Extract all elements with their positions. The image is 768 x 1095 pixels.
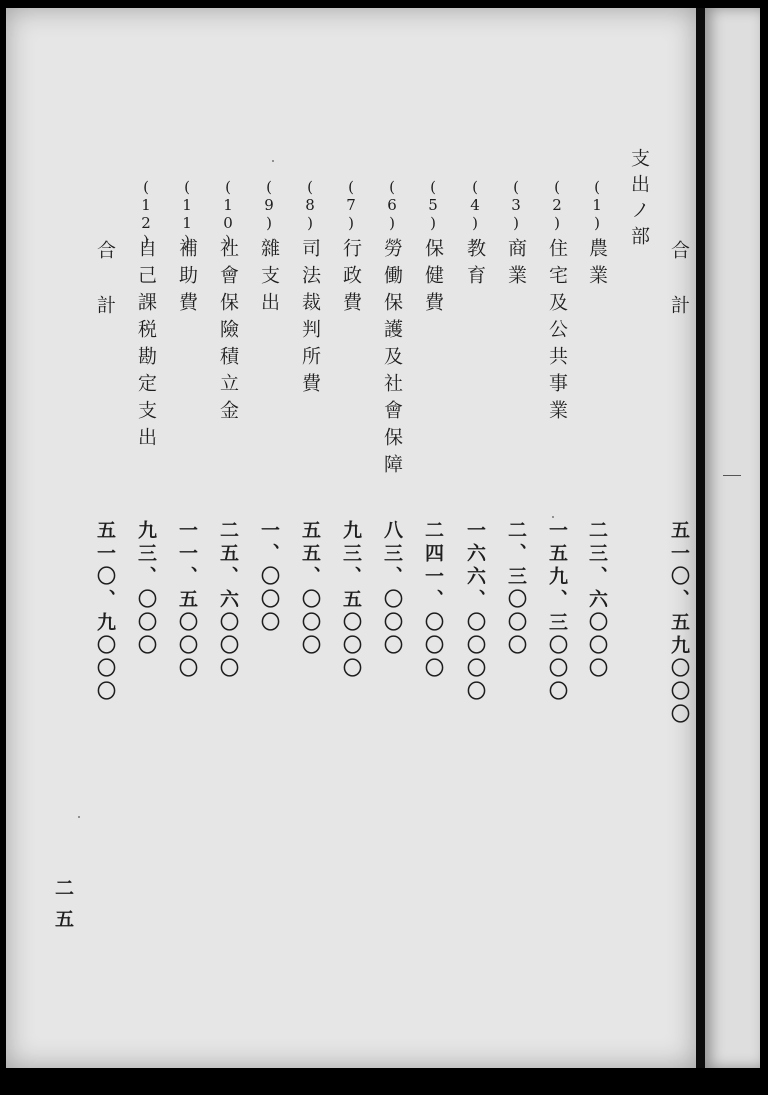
item-amount: 一、〇〇〇 [258, 520, 280, 635]
item-amount: 九三、〇〇〇 [135, 520, 157, 658]
item-amount: 一六六、〇〇〇〇 [464, 520, 486, 704]
expense-row [379, 8, 405, 768]
item-label: 自己課税勘定支出 [135, 238, 157, 454]
expenditure-total-amount: 五一〇、九〇〇〇 [94, 520, 116, 704]
grand-total-amount: 五一〇、五九〇〇〇 [668, 520, 690, 727]
scan-speck [552, 516, 554, 518]
section-header-column [626, 8, 652, 768]
item-number: (11) [178, 178, 196, 250]
item-label: 司法裁判所費 [299, 238, 321, 400]
item-amount: 一一、五〇〇〇 [176, 520, 198, 681]
item-number: (8) [301, 178, 319, 232]
item-amount: 一五九、三〇〇〇 [546, 520, 568, 704]
expense-row [338, 8, 364, 768]
adjacent-page-edge [705, 8, 760, 1068]
document-page [6, 8, 696, 1068]
scan-speck [78, 816, 80, 818]
grand-total-label: 合計 [668, 240, 690, 350]
item-amount: 二、三〇〇〇 [505, 520, 527, 658]
item-label: 商業 [505, 238, 527, 292]
expense-row [215, 8, 241, 768]
expenditure-total-label: 合計 [94, 240, 116, 350]
book-gutter [696, 8, 705, 1068]
item-label: 社會保險積立金 [217, 238, 239, 427]
item-number: (6) [383, 178, 401, 232]
item-amount: 二四一、〇〇〇 [422, 520, 444, 681]
item-number: (5) [424, 178, 442, 232]
item-amount: 二五、六〇〇〇 [217, 520, 239, 681]
expenditure-total-column [92, 8, 118, 768]
item-label: 行政費 [340, 238, 362, 319]
item-number: (3) [507, 178, 525, 232]
expense-row [503, 8, 529, 768]
item-label: 勞働保護及社會保障 [381, 238, 403, 481]
grand-total-column [666, 8, 692, 768]
expense-row [256, 8, 282, 768]
expense-row [462, 8, 488, 768]
expense-row [297, 8, 323, 768]
scan-speck [272, 160, 274, 162]
item-amount: 八三、〇〇〇 [381, 520, 403, 658]
item-label: 補助費 [176, 238, 198, 319]
item-label: 住宅及公共事業 [546, 238, 568, 427]
item-label: 保健費 [422, 238, 444, 319]
section-title: 支出ノ部 [628, 148, 650, 252]
item-amount: 二三、六〇〇〇 [586, 520, 608, 681]
expense-row [174, 8, 200, 768]
expense-row [544, 8, 570, 768]
item-number: (7) [342, 178, 360, 232]
item-label: 雜支出 [258, 238, 280, 319]
expense-row [420, 8, 446, 768]
item-number: (12) [137, 178, 155, 250]
item-number: (1) [588, 178, 606, 232]
item-label: 農業 [586, 238, 608, 292]
item-number: (2) [548, 178, 566, 232]
item-amount: 五五、〇〇〇 [299, 520, 321, 658]
item-label: 教育 [464, 238, 486, 292]
item-number: (10) [219, 178, 237, 250]
item-amount: 九三、五〇〇〇 [340, 520, 362, 681]
expense-row [133, 8, 159, 768]
adjacent-page-mark [723, 475, 741, 476]
item-number: (4) [466, 178, 484, 232]
expense-row [584, 8, 610, 768]
page-number: 二五 [52, 878, 74, 940]
item-number: (9) [260, 178, 278, 232]
